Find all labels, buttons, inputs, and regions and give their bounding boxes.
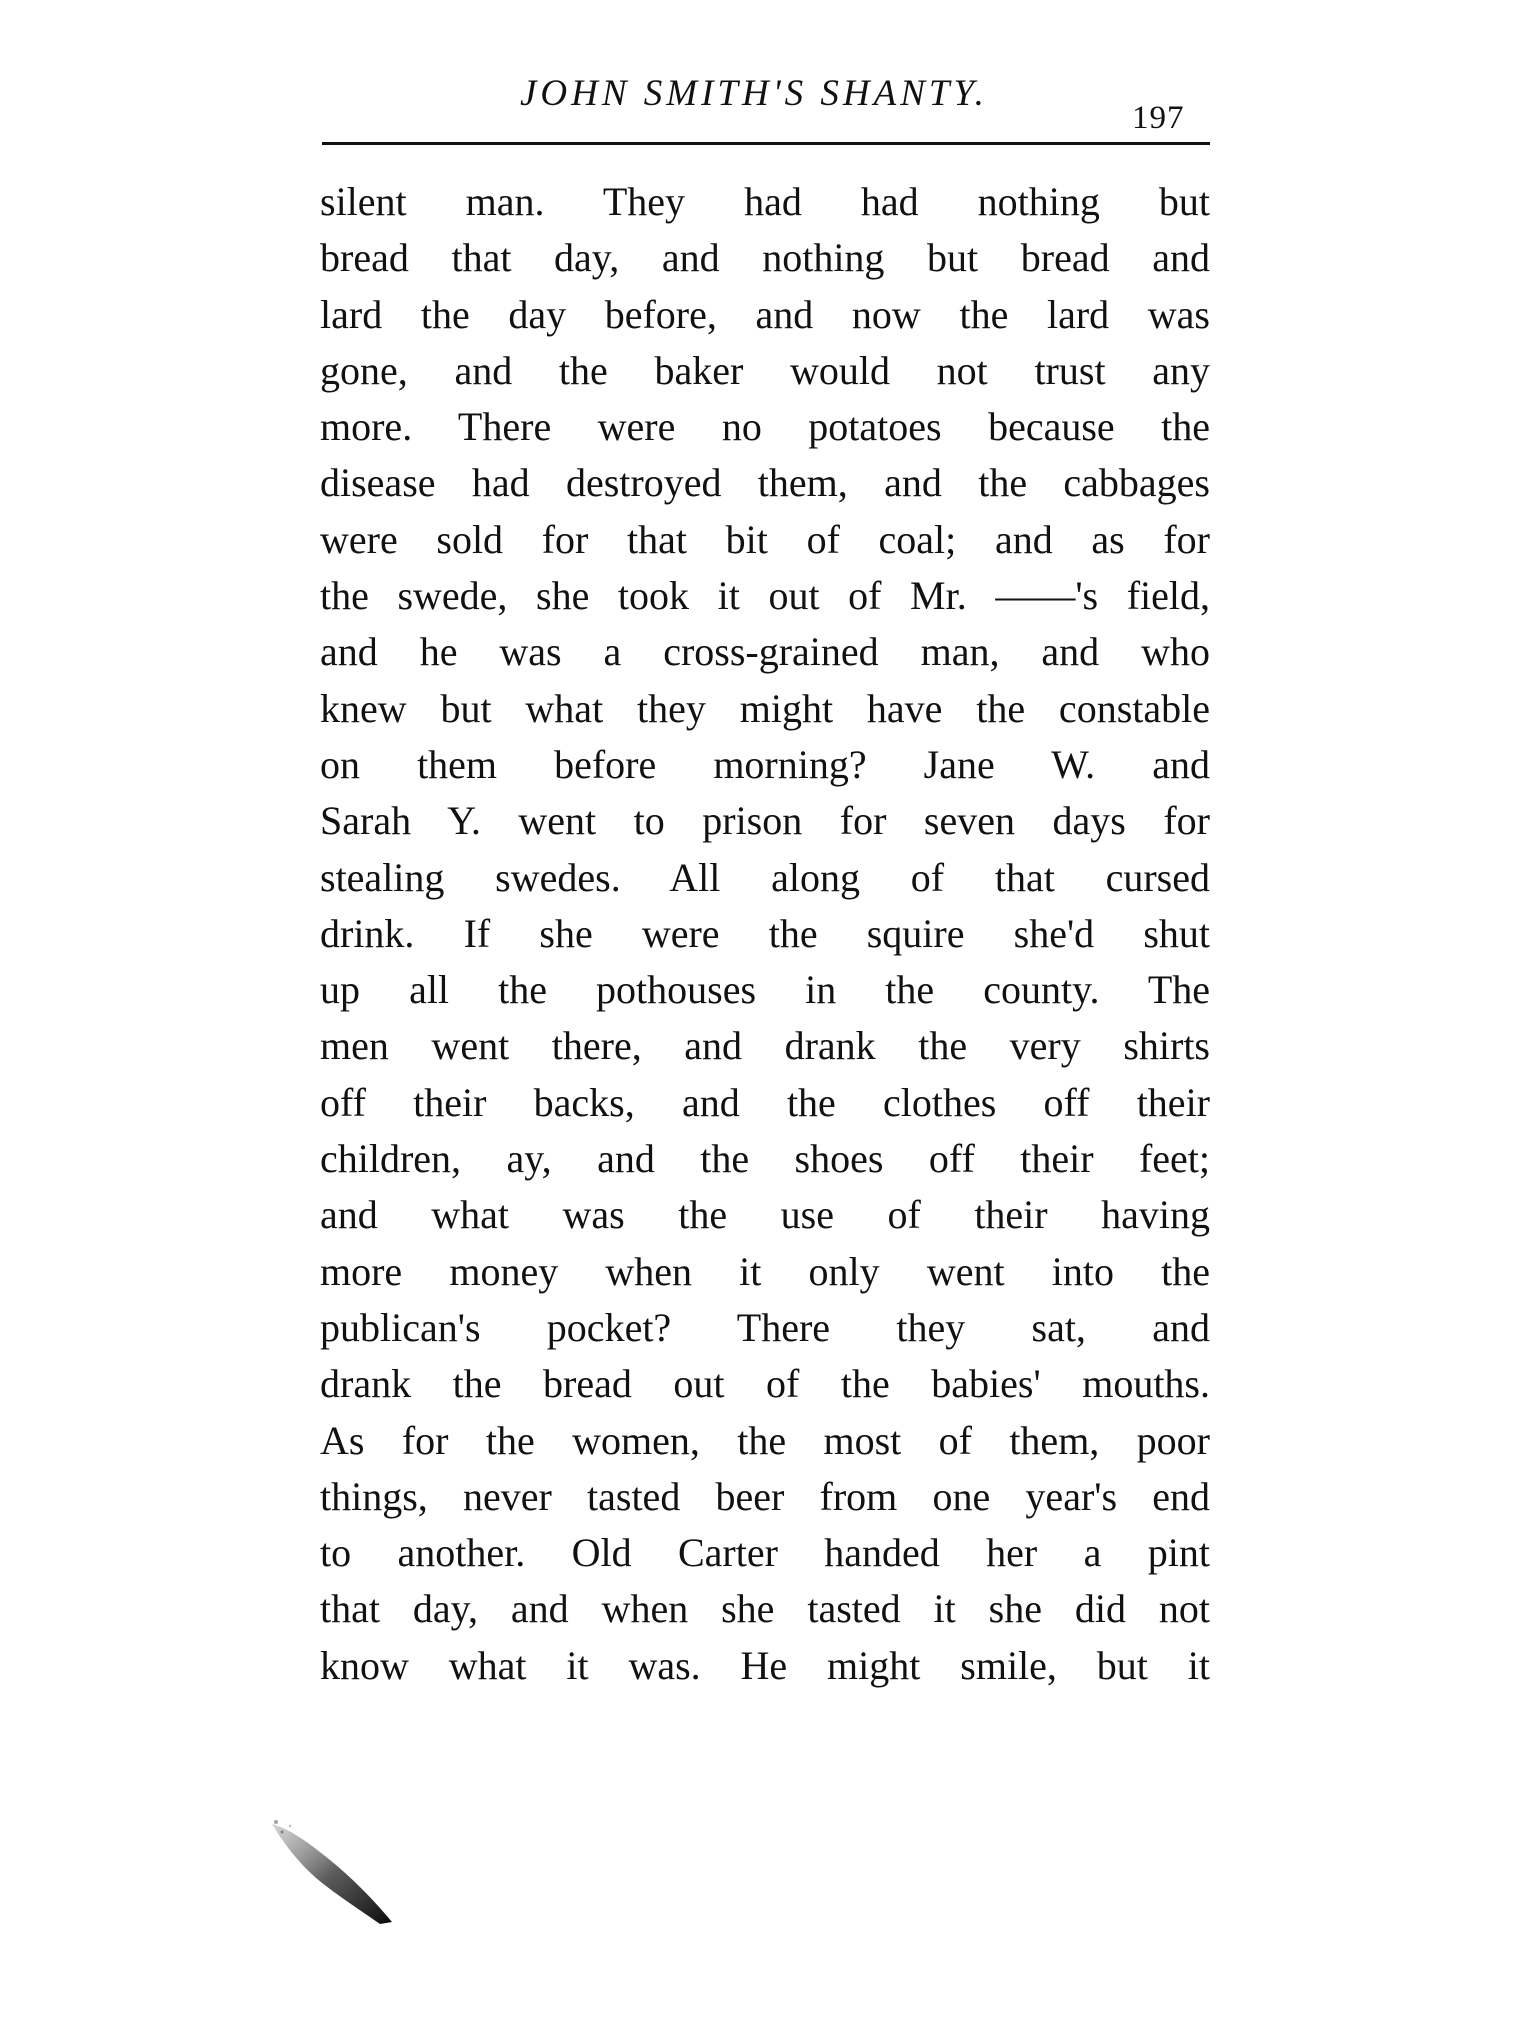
text-line: publican's pocket? There they sat, and [320, 1304, 1210, 1350]
text-line: and he was a cross-grained man, and who [320, 629, 1210, 675]
page-number: 197 [1132, 100, 1185, 136]
text-line: men went there, and drank the very shirts [320, 1023, 1210, 1069]
text-line: the swede, she took it out of Mr. ——'s field, [320, 573, 1210, 619]
running-header-title: JOHN SMITH'S SHANTY. [520, 73, 988, 114]
header-rule [322, 142, 1210, 145]
text-line: silent man. They had had nothing but [320, 179, 1210, 224]
text-line: stealing swedes. All along of that cursed [320, 854, 1210, 900]
text-line: off their backs, and the clothes off their [320, 1079, 1210, 1125]
text-line: and what was the use of their having [320, 1192, 1210, 1238]
text-line: more money when it only went into the [320, 1248, 1210, 1294]
text-line: up all the pothouses in the county. The [320, 967, 1210, 1013]
text-line: things, never tasted beer from one year's end [320, 1473, 1210, 1519]
body-text [320, 174, 1210, 1694]
text-line: As for the women, the most of them, poor [320, 1417, 1210, 1463]
text-line: that day, and when she tasted it she did not [320, 1586, 1210, 1632]
text-line: gone, and the baker would not trust any [320, 347, 1210, 393]
text-line: to another. Old Carter handed her a pint [320, 1530, 1210, 1576]
text-line: on them before morning? Jane W. and [320, 741, 1210, 787]
text-line: Sarah Y. went to prison for seven days for [320, 798, 1210, 844]
text-line: were sold for that bit of coal; and as for [320, 516, 1210, 562]
text-line: drink. If she were the squire she'd shut [320, 910, 1210, 956]
text-line: lard the day before, and now the lard was [320, 291, 1210, 337]
text-line: children, ay, and the shoes off their feet; [320, 1136, 1210, 1182]
text-line: disease had destroyed them, and the cabbages [320, 460, 1210, 506]
text-line: know what it was. He might smile, but it [320, 1642, 1210, 1688]
text-line: drank the bread out of the babies' mouths. [320, 1361, 1210, 1407]
ink-smudge-mark [268, 1818, 408, 1928]
text-line: bread that day, and nothing but bread and [320, 235, 1210, 281]
text-line: more. There were no potatoes because the [320, 404, 1210, 450]
text-line: knew but what they might have the constable [320, 685, 1210, 731]
